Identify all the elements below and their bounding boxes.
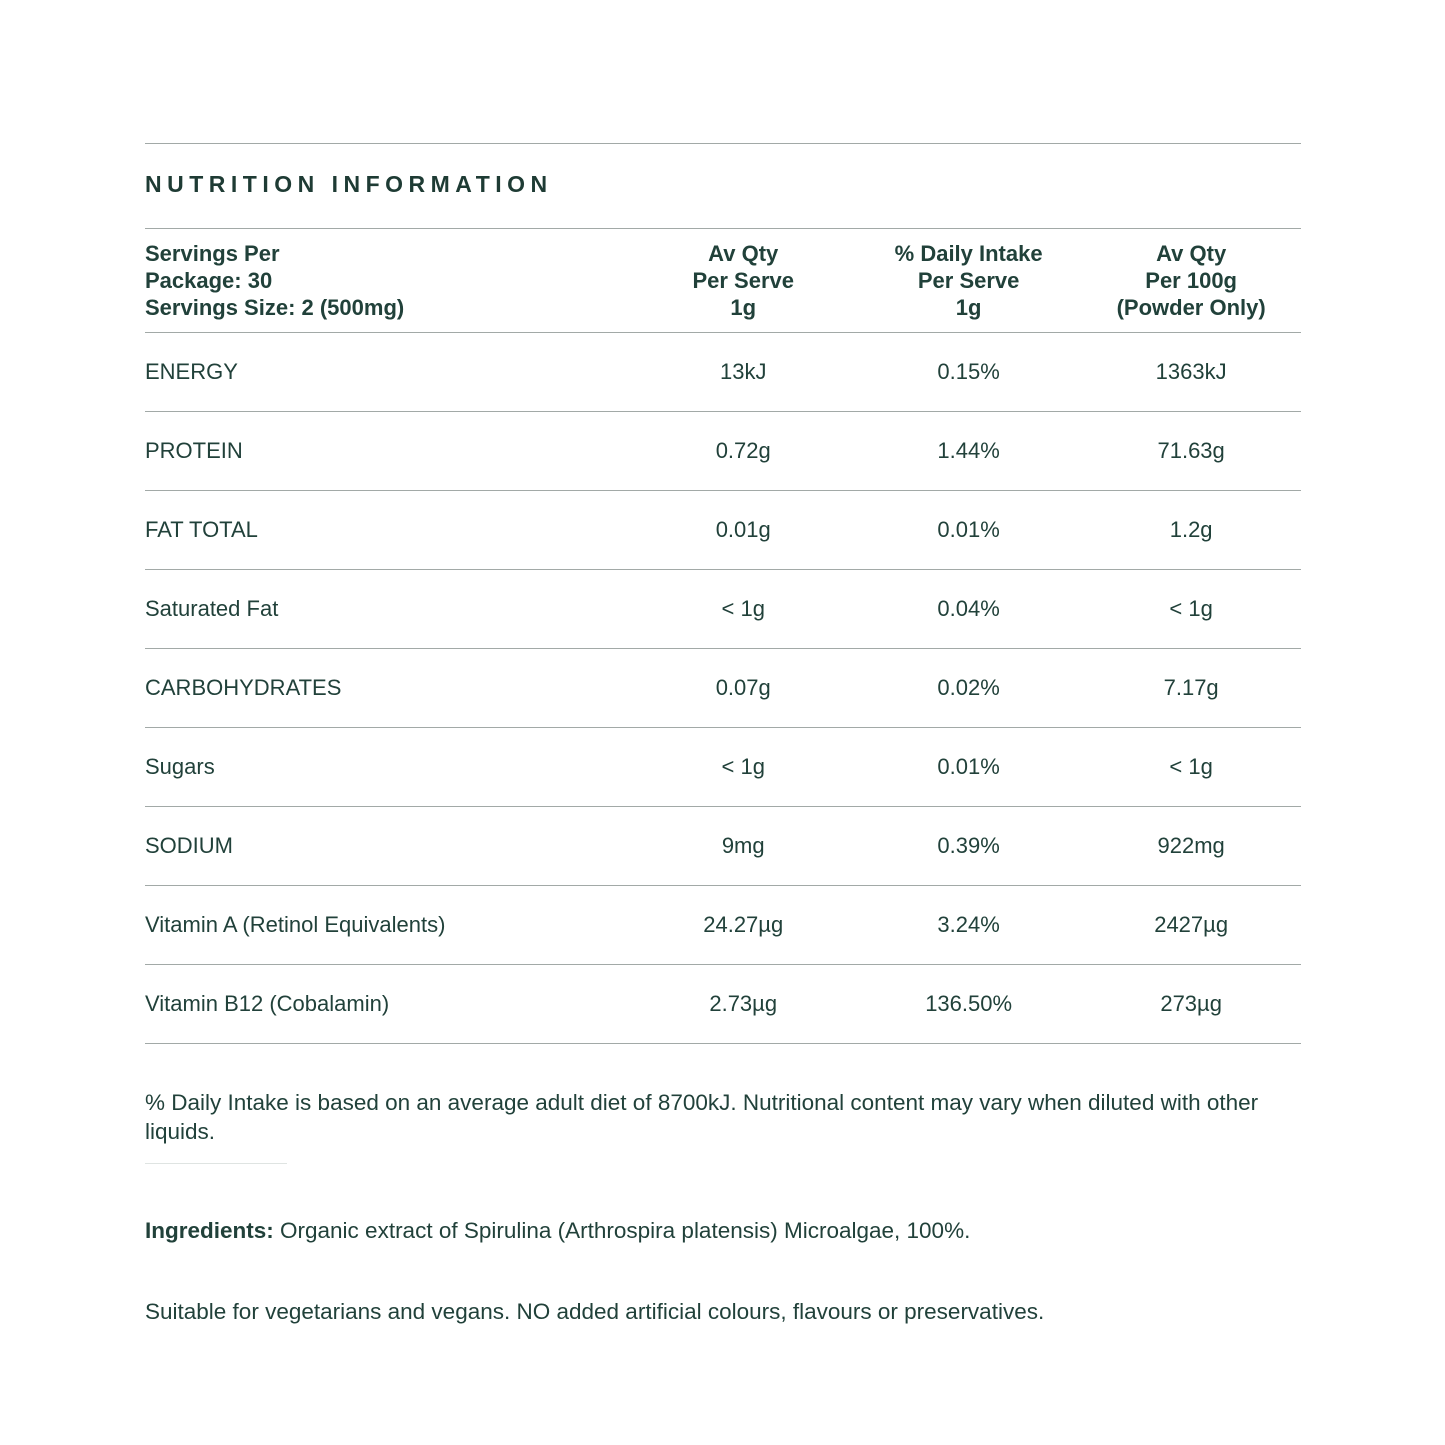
header-servings [145, 230, 631, 331]
row-per-100g: 1.2g [1169, 517, 1213, 542]
table-row-vitamin-a [145, 886, 1301, 965]
table-row-fat-total [145, 491, 1301, 570]
table-row-sodium [145, 807, 1301, 886]
header-daily-intake-line-3: 1g [955, 295, 982, 320]
header-servings-line-1: Servings Per [145, 241, 280, 266]
row-per-100g: < 1g [1169, 754, 1213, 779]
header-av-qty-per-serve-line-3: 1g [730, 295, 757, 320]
row-daily-intake: 0.02% [937, 675, 1000, 700]
row-per-serve: < 1g [721, 754, 765, 779]
row-per-100g: 922mg [1157, 833, 1225, 858]
row-label: PROTEIN [145, 438, 243, 463]
header-av-qty-per-serve-line-2: Per Serve [692, 268, 794, 293]
row-per-100g: 1363kJ [1155, 359, 1227, 384]
table-row-energy [145, 333, 1301, 412]
faint-divider [145, 1163, 287, 1164]
header-av-qty-per-100g [1081, 230, 1301, 331]
top-divider [145, 143, 1301, 144]
row-per-100g: 7.17g [1163, 675, 1219, 700]
footnotes [145, 1088, 1301, 1326]
header-daily-intake-line-2: Per Serve [917, 268, 1020, 293]
header-av-qty-per-100g-line-1: Av Qty [1156, 241, 1227, 266]
row-per-100g: < 1g [1169, 596, 1213, 621]
row-label: ENERGY [145, 359, 238, 384]
ingredients-note [145, 1216, 1295, 1245]
header-av-qty-per-serve [631, 230, 856, 331]
header-servings-line-3: Servings Size: 2 (500mg) [145, 295, 405, 320]
row-per-serve: 13kJ [719, 359, 767, 384]
table-row-carbohydrates [145, 649, 1301, 728]
table-row-protein [145, 412, 1301, 491]
row-daily-intake: 136.50% [925, 991, 1013, 1016]
ingredients-label: Ingredients: [145, 1218, 274, 1243]
row-per-100g: 2427µg [1154, 912, 1229, 937]
row-daily-intake: 1.44% [937, 438, 1000, 463]
row-label: Vitamin B12 (Cobalamin) [145, 991, 390, 1016]
suitable-note: Suitable for vegetarians and vegans. NO added artificial colours, flavours or preservatives. [145, 1299, 1045, 1324]
row-per-serve: 24.27µg [703, 912, 784, 937]
header-av-qty-per-100g-line-2: Per 100g [1145, 268, 1237, 293]
row-label: Sugars [145, 754, 215, 779]
row-label: SODIUM [145, 833, 233, 858]
row-label: Saturated Fat [145, 596, 279, 621]
row-label: FAT TOTAL [145, 517, 258, 542]
row-per-serve: 2.73µg [709, 991, 778, 1016]
row-per-serve: < 1g [721, 596, 765, 621]
row-label: CARBOHYDRATES [145, 675, 342, 700]
row-daily-intake: 0.04% [937, 596, 1000, 621]
row-per-serve: 0.07g [715, 675, 771, 700]
row-per-100g: 71.63g [1157, 438, 1225, 463]
row-daily-intake: 0.15% [937, 359, 1000, 384]
ingredients-text: Organic extract of Spirulina (Arthrospira platensis) Microalgae, 100%. [273, 1218, 971, 1243]
row-daily-intake: 0.01% [937, 754, 1000, 779]
header-daily-intake-line-1: % Daily Intake [894, 241, 1043, 266]
header-av-qty-per-100g-line-3: (Powder Only) [1116, 295, 1266, 320]
header-av-qty-per-serve-line-1: Av Qty [708, 241, 779, 266]
panel-title: NUTRITION INFORMATION [145, 171, 553, 197]
table-row-vitamin-b12 [145, 965, 1301, 1044]
header-servings-line-2: Package: 30 [145, 268, 273, 293]
nutrition-panel [145, 0, 1301, 1326]
daily-intake-note: % Daily Intake is based on an average adult diet of 8700kJ. Nutritional content may vary when diluted with other liquids. [145, 1090, 1259, 1144]
row-per-serve: 0.72g [715, 438, 771, 463]
table-row-sugars [145, 728, 1301, 807]
row-per-serve: 0.01g [715, 517, 771, 542]
row-daily-intake: 3.24% [937, 912, 1000, 937]
row-daily-intake: 0.39% [937, 833, 1000, 858]
table-header [145, 229, 1301, 333]
header-daily-intake [856, 230, 1081, 331]
table-row-saturated-fat [145, 570, 1301, 649]
row-per-100g: 273µg [1160, 991, 1222, 1016]
row-label: Vitamin A (Retinol Equivalents) [145, 912, 446, 937]
row-per-serve: 9mg [721, 833, 765, 858]
row-daily-intake: 0.01% [937, 517, 1000, 542]
